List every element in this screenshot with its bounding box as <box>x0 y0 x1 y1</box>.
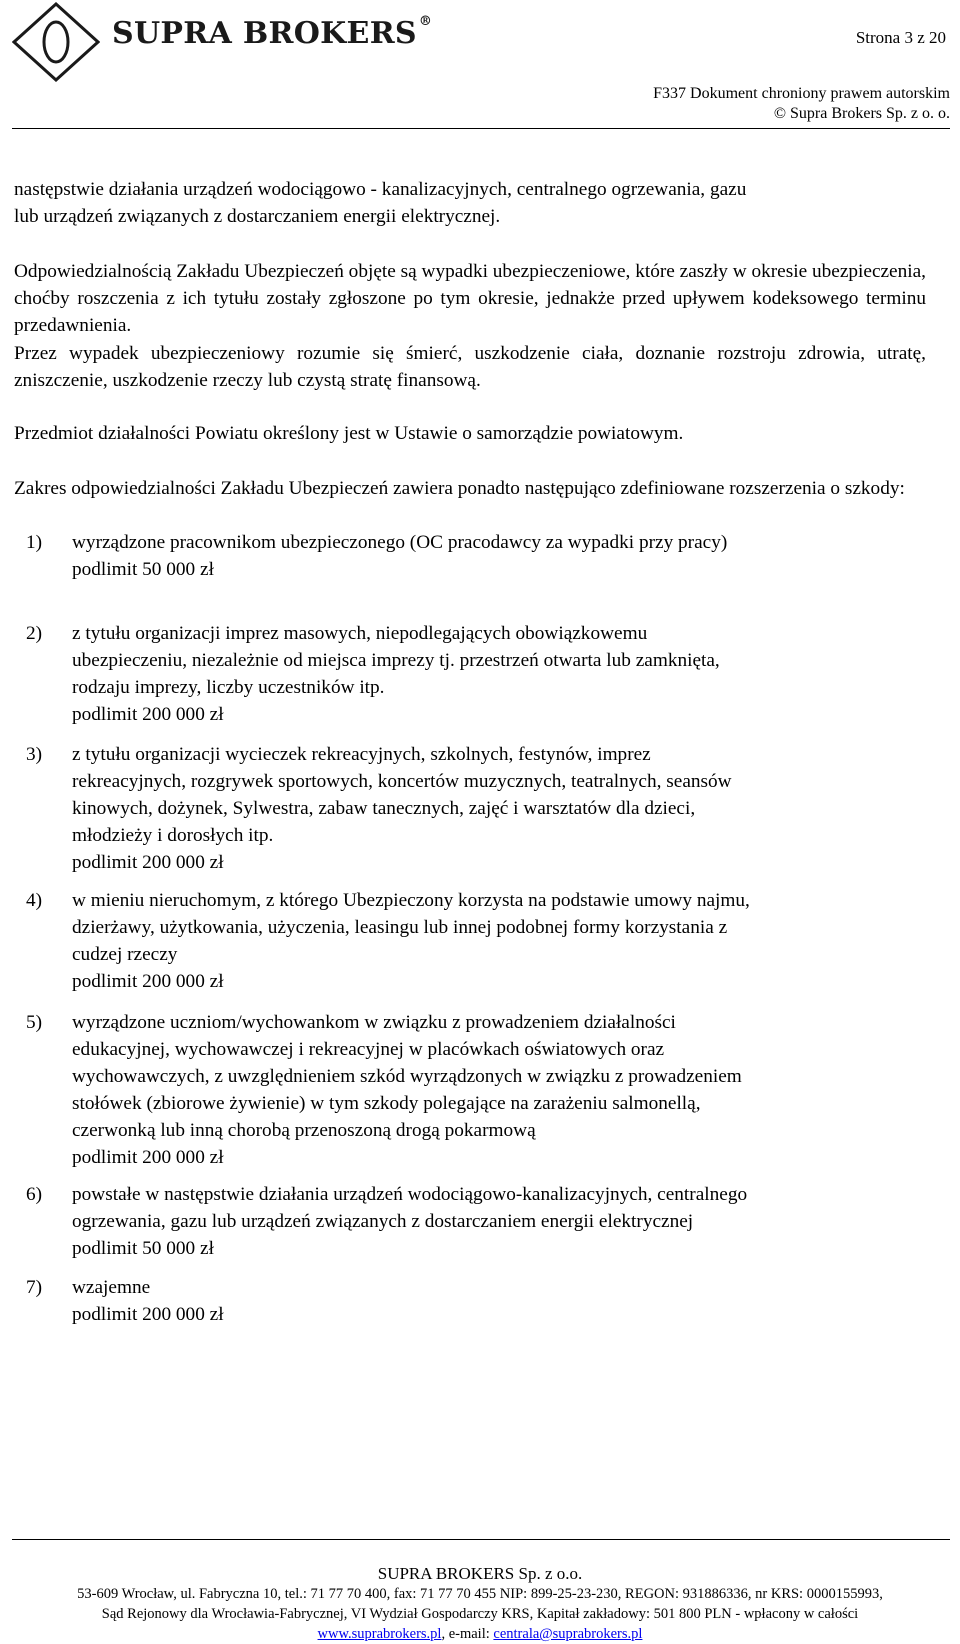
list-item-text: wzajemne <box>72 1277 151 1298</box>
paragraph-liability-scope: Odpowiedzialnością Zakładu Ubezpieczeń objęte są wypadki ubezpieczeniowe, które zaszły w okresie ubezpieczenia, choćby roszczenia z ich tytułu zostały zgłoszone po tym okresie, jednakże przed upływem kodeksowego terminu przedawnienia. <box>14 261 926 336</box>
list-item <box>26 620 926 728</box>
list-item-limit: podlimit 200 000 zł <box>72 852 224 873</box>
list-item-text: powstałe w następstwie działania urządzeń wodociągowo-kanalizacyjnych, centralnego <box>72 1184 748 1205</box>
list-item-limit: podlimit 50 000 zł <box>72 1238 214 1259</box>
list-item-text: cudzej rzeczy <box>72 944 178 965</box>
list-item-text: rodzaju imprezy, liczby uczestników itp. <box>72 677 385 698</box>
list-item-text: z tytułu organizacji wycieczek rekreacyjnych, szkolnych, festynów, imprez <box>72 744 651 765</box>
paragraph-line: następstwie działania urządzeń wodociągowo - kanalizacyjnych, centralnego ogrzewania, gazu <box>14 179 747 200</box>
page-number: Strona 3 z 20 <box>855 28 946 47</box>
list-item-text: ubezpieczeniu, niezależnie od miejsca imprezy tj. przestrzeń otwarta lub zamknięta, <box>72 650 720 671</box>
copyright-owner: © Supra Brokers Sp. z o. o. <box>773 105 950 122</box>
registered-mark: ® <box>418 14 433 29</box>
list-item-limit: podlimit 200 000 zł <box>72 971 224 992</box>
list-item-number: 1) <box>26 532 43 553</box>
list-item-number: 6) <box>26 1184 43 1205</box>
footer-company-name: SUPRA BROKERS Sp. z o.o. <box>377 1564 583 1583</box>
list-item-text: w mieniu nieruchomym, z którego Ubezpieczony korzysta na podstawie umowy najmu, <box>72 890 750 911</box>
email-label: , e-mail: <box>441 1626 494 1642</box>
paragraph-activity-subject: Przedmiot działalności Powiatu określony jest w Ustawie o samorządzie powiatowym. <box>14 423 684 444</box>
page-header <box>0 0 960 122</box>
list-item-text: rekreacyjnych, rozgrywek sportowych, koncertów muzycznych, teatralnych, seansów <box>72 771 732 792</box>
list-item-limit: podlimit 50 000 zł <box>72 559 214 580</box>
paragraph-insurance-event: Przez wypadek ubezpieczeniowy rozumie się śmierć, uszkodzenie ciała, doznanie rozstroju zdrowia, utratę, zniszczenie, uszkodzenie rzeczy lub czystą stratę finansową. <box>14 343 926 391</box>
footer-address: 53-609 Wrocław, ul. Fabryczna 10, tel.: 71 77 70 400, fax: 71 77 70 455 NIP: 899-25-23-230, REGON: 931886336, nr KRS: 0000155993, <box>77 1586 883 1602</box>
list-item-text: ogrzewania, gazu lub urządzeń związanych z dostarczaniem energii elektrycznej <box>72 1211 694 1232</box>
list-item-text: edukacyjnej, wychowawczej i rekreacyjnej w placówkach oświatowych oraz <box>72 1039 665 1060</box>
list-item <box>26 529 926 583</box>
list-item <box>26 887 926 995</box>
list-item <box>26 1009 926 1171</box>
list-item-text: z tytułu organizacji imprez masowych, niepodlegających obowiązkowemu <box>72 623 648 644</box>
copyright-notice: F337 Dokument chroniony prawem autorskim <box>653 85 950 102</box>
list-item-text: czerwonką lub inną chorobą przenoszoną drogą pokarmową <box>72 1120 536 1141</box>
list-item-limit: podlimit 200 000 zł <box>72 1147 224 1168</box>
list-item <box>26 741 926 876</box>
list-item-text: stołówek (zbiorowe żywienie) w tym szkody polegające na zarażeniu salmonellą, <box>72 1093 701 1114</box>
footer-divider <box>12 1539 950 1540</box>
footer-contact <box>0 1626 960 1643</box>
list-item-text: młodzieży i dorosłych itp. <box>72 825 274 846</box>
list-item-number: 4) <box>26 890 43 911</box>
list-item-limit: podlimit 200 000 zł <box>72 704 224 725</box>
list-item-text: kinowych, dożynek, Sylwestra, zabaw tanecznych, zajęć i warsztatów dla dzieci, <box>72 798 696 819</box>
list-item-number: 2) <box>26 623 43 644</box>
list-item-number: 7) <box>26 1277 43 1298</box>
list-item <box>26 1181 926 1262</box>
brand-wordmark <box>112 16 432 51</box>
paragraph-continuation <box>14 176 926 230</box>
list-item-text: dzierżawy, użytkowania, użyczenia, leasingu lub innej podobnej formy korzystania z <box>72 917 728 938</box>
list-item-number: 5) <box>26 1012 43 1033</box>
footer-registry: Sąd Rejonowy dla Wrocławia-Fabrycznej, VI Wydział Gospodarczy KRS, Kapitał zakładowy: 501 800 PLN - wpłacony w całości <box>101 1606 859 1622</box>
paragraph-extensions-intro: Zakres odpowiedzialności Zakładu Ubezpieczeń zawiera ponadto następująco zdefiniowane rozszerzenia o szkody: <box>14 478 905 499</box>
list-item <box>26 1274 926 1328</box>
list-item-text: wyrządzone uczniom/wychowankom w związku z prowadzeniem działalności <box>72 1012 676 1033</box>
list-item-number: 3) <box>26 744 43 765</box>
paragraph-line: lub urządzeń związanych z dostarczaniem energii elektrycznej. <box>14 206 501 227</box>
supra-brokers-logo-icon <box>12 2 100 82</box>
email-link[interactable]: centrala@suprabrokers.pl <box>493 1626 643 1642</box>
list-item-text: wyrządzone pracownikom ubezpieczonego (OC pracodawcy za wypadki przy pracy) <box>72 532 728 553</box>
brand-name: SUPRA BROKERS <box>112 16 417 51</box>
list-item-limit: podlimit 200 000 zł <box>72 1304 224 1325</box>
website-link[interactable]: www.suprabrokers.pl <box>317 1626 442 1642</box>
list-item-text: wychowawczych, z uwzględnieniem szkód wyrządzonych w związku z prowadzeniem <box>72 1066 742 1087</box>
header-divider <box>12 128 950 129</box>
